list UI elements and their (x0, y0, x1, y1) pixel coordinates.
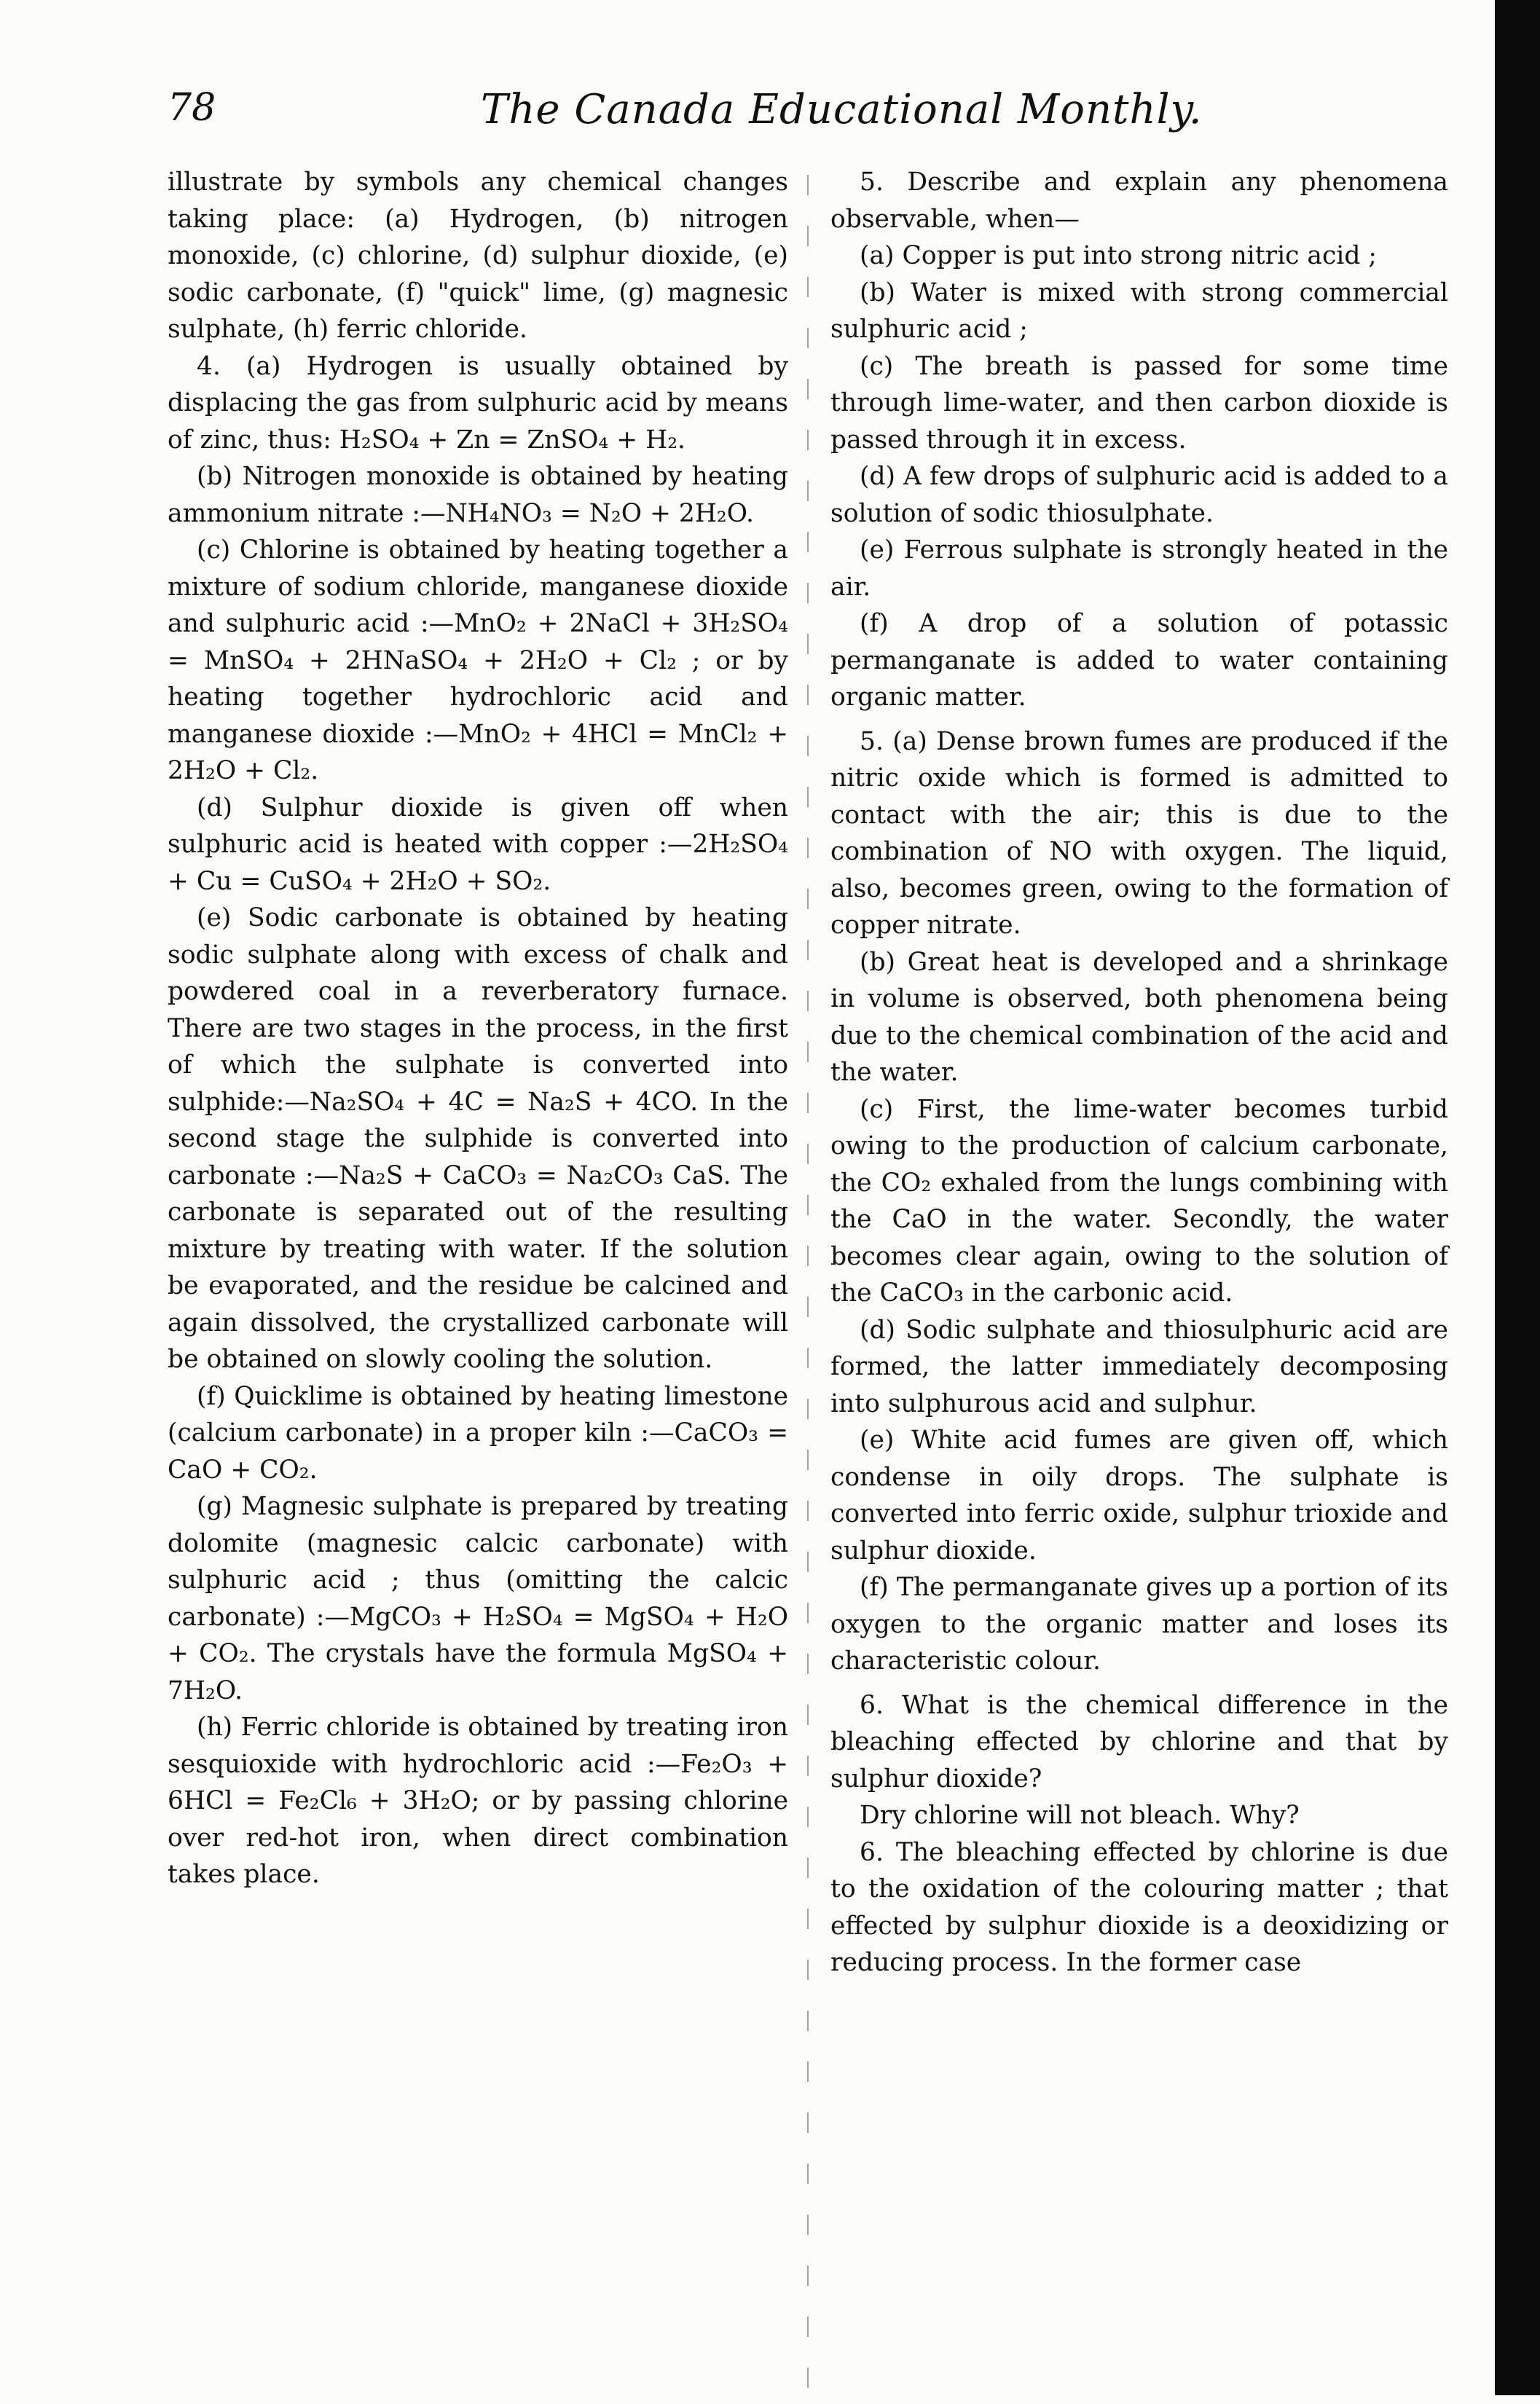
paragraph: (d) Sulphur dioxide is given off when sulphuric acid is heated with copper :—2H₂SO₄ + Cu = CuSO₄ + 2H₂O + SO₂. (168, 793, 788, 896)
column-divider (807, 175, 809, 2404)
running-title: The Canada Educational Monthly. (481, 86, 1203, 133)
paragraph: illustrate by symbols any chemical changes taking place: (a) Hydrogen, (b) nitrogen monoxide, (c) chlorine, (d) sulphur dioxide, (e) sodic carbonate, (f) "quick" lime, (g) magnesic sulphate, (h) ferric chloride. (168, 168, 788, 344)
paragraph: 6. What is the chemical difference in the bleaching effected by chlorine and that by sulphur dioxide? (830, 1690, 1448, 1794)
paragraph: (c) Chlorine is obtained by heating together a mixture of sodium chloride, manganese dioxide and sulphuric acid :—MnO₂ + 2NaCl + 3H₂SO₄ = MnSO₄ + 2HNaSO₄ + 2H₂O + Cl₂ ; or by heating together hydrochloric acid and manganese dioxide :—MnO₂ + 4HCl = MnCl₂ + 2H₂O + Cl₂. (168, 535, 788, 785)
paragraph: (a) Copper is put into strong nitric acid ; (860, 241, 1377, 270)
paragraph: 5. Describe and explain any phenomena observable, when— (830, 168, 1448, 234)
paragraph: Dry chlorine will not bleach. Why? (860, 1801, 1300, 1830)
right-column (830, 164, 1448, 1981)
paragraph: (g) Magnesic sulphate is prepared by treating dolomite (magnesic calcic carbonate) with sulphuric acid ; thus (omitting the calcic carbonate) :—MgCO₃ + H₂SO₄ = MgSO₄ + H₂O + CO₂. The crystals have the formula MgSO₄ + 7H₂O. (168, 1492, 788, 1705)
paragraph: (b) Nitrogen monoxide is obtained by heating ammonium nitrate :—NH₄NO₃ = N₂O + 2H₂O. (168, 462, 788, 528)
paragraph: (e) Ferrous sulphate is strongly heated in the air. (830, 535, 1448, 602)
paragraph: 6. The bleaching effected by chlorine is due to the oxidation of the colouring matter ; that effected by sulphur dioxide is a deoxidizing or reducing process. In the former case (830, 1837, 1448, 1977)
paragraph: (f) Quicklime is obtained by heating limestone (calcium carbonate) in a proper kiln :—CaCO₃ = CaO + CO₂. (168, 1381, 788, 1485)
paragraph: (e) White acid fumes are given off, which condense in oily drops. The sulphate is converted into ferric oxide, sulphur trioxide and sulphur dioxide. (830, 1426, 1448, 1566)
paragraph: (f) The permanganate gives up a portion of its oxygen to the organic matter and loses its characteristic colour. (830, 1573, 1448, 1676)
paragraph: (d) Sodic sulphate and thiosulphuric acid are formed, the latter immediately decomposing into sulphurous acid and sulphur. (830, 1315, 1448, 1418)
page-header (168, 86, 1348, 144)
left-column (168, 164, 788, 1893)
paragraph: (e) Sodic carbonate is obtained by heating sodic sulphate along with excess of chalk and powdered coal in a reverberatory furnace. There are two stages in the process, in the first of which the sulphate is converted into sulphide:—Na₂SO₄ + 4C = Na₂S + 4CO. In the second stage the sulphide is converted into carbonate :—Na₂S + CaCO₃ = Na₂CO₃ CaS. The carbonate is separated out of the resulting mixture by treating with water. If the solution be evaporated, and the residue be calcined and again dissolved, the crystallized carbonate will be obtained on slowly cooling the solution. (168, 903, 788, 1374)
paragraph: (c) The breath is passed for some time through lime-water, and then carbon dioxide is passed through it in excess. (830, 351, 1448, 455)
paragraph: (f) A drop of a solution of potassic permanganate is added to water containing organic matter. (830, 609, 1448, 712)
paragraph: (b) Water is mixed with strong commercial sulphuric acid ; (830, 278, 1448, 344)
paragraph: (d) A few drops of sulphuric acid is added to a solution of sodic thiosulphate. (830, 462, 1448, 528)
paragraph: (b) Great heat is developed and a shrinkage in volume is observed, both phenomena being due to the chemical combination of the acid and the water. (830, 947, 1448, 1087)
paragraph: 4. (a) Hydrogen is usually obtained by displacing the gas from sulphuric acid by means of zinc, thus: H₂SO₄ + Zn = ZnSO₄ + H₂. (168, 351, 788, 455)
scan-edge-shadow (1495, 0, 1540, 2395)
paragraph: (c) First, the lime-water becomes turbid owing to the production of calcium carbonate, the CO₂ exhaled from the lungs combining with the CaO in the water. Secondly, the water becomes clear again, owing to the solution of the CaCO₃ in the carbonic acid. (830, 1094, 1448, 1308)
paragraph: (h) Ferric chloride is obtained by treating iron sesquioxide with hydrochloric acid :—Fe₂O₃ + 6HCl = Fe₂Cl₆ + 3H₂O; or by passing chlorine over red-hot iron, when direct combination takes place. (168, 1713, 788, 1889)
paragraph: 5. (a) Dense brown fumes are produced if the nitric oxide which is formed is admitted to contact with the air; this is due to the combination of NO with oxygen. The liquid, also, becomes green, owing to the formation of copper nitrate. (830, 726, 1448, 940)
page-number: 78 (168, 86, 216, 130)
